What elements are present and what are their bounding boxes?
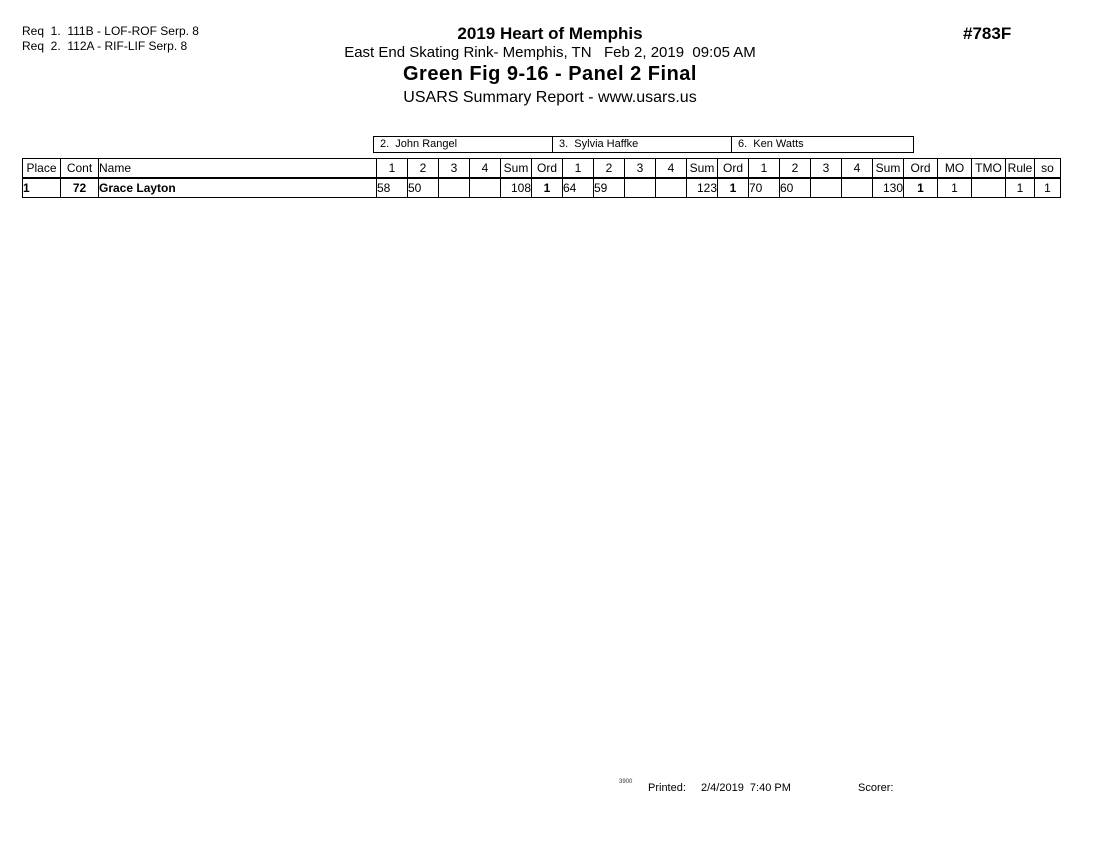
col-header-j1-3: 3 [439,159,470,178]
col-header-j3-4: 4 [842,159,873,178]
j3-score-3 [811,179,842,198]
col-header-j3-3: 3 [811,159,842,178]
judges-row [373,136,914,153]
col-header-j1-ord: Ord [532,159,563,178]
col-header-rule: Rule [1006,159,1035,178]
col-header-place: Place [23,159,61,178]
col-header-j1-1: 1 [377,159,408,178]
col-header-j1-sum: Sum [501,159,532,178]
col-header-j2-4: 4 [656,159,687,178]
j3-score-4 [842,179,873,198]
skater-name: Grace Layton [99,179,377,198]
col-header-j1-2: 2 [408,159,439,178]
j2-ordinal: 1 [718,179,749,198]
col-header-j2-1: 1 [563,159,594,178]
col-header-j3-2: 2 [780,159,811,178]
j1-ordinal: 1 [532,179,563,198]
j2-score-3 [625,179,656,198]
division-title: Green Fig 9-16 - Panel 2 Final [403,63,697,85]
report-type-line: USARS Summary Report - www.usars.us [403,89,697,106]
rule-value: 1 [1006,179,1035,198]
j2-score-2: 59 [594,179,625,198]
col-header-j1-4: 4 [470,159,501,178]
footer-code: 3900 [619,779,633,785]
judge-header-1: 2. John Rangel [373,136,553,153]
col-header-j3-ord: Ord [904,159,938,178]
printed-label: Printed: [648,782,686,794]
j3-score-2: 60 [780,179,811,198]
j1-score-4 [470,179,501,198]
venue-date-line: East End Skating Rink- Memphis, TN Feb 2, 2019 09:05 AM [344,44,756,61]
req-line-2: Req 2. 112A - RIF-LIF Serp. 8 [22,39,188,53]
results-header-row [22,158,1061,178]
j3-sum: 130 [873,179,904,198]
req-line-1: Req 1. 111B - LOF-ROF Serp. 8 [22,24,199,38]
col-header-j2-sum: Sum [687,159,718,178]
place-value: 1 [23,179,61,198]
col-header-mo: MO [938,159,972,178]
contestant-number: 72 [61,179,99,198]
judge-header-3: 6. Ken Watts [731,136,914,153]
sheet-number: #783F [963,24,1012,43]
j1-sum: 108 [501,179,532,198]
j1-score-1: 58 [377,179,408,198]
skater-result-row [23,179,1061,198]
col-header-tmo: TMO [972,159,1006,178]
j2-sum: 123 [687,179,718,198]
scorer-label: Scorer: [858,782,894,794]
report-header [0,24,1100,109]
j1-score-3 [439,179,470,198]
col-header-j3-1: 1 [749,159,780,178]
printed-datetime: 2/4/2019 7:40 PM [701,782,791,794]
j3-score-1: 70 [749,179,780,198]
j3-ordinal: 1 [904,179,938,198]
col-header-j2-3: 3 [625,159,656,178]
results-data-grid [22,178,1061,198]
j2-score-4 [656,179,687,198]
j2-score-1: 64 [563,179,594,198]
majority-ordinal: 1 [938,179,972,198]
col-header-j2-ord: Ord [718,159,749,178]
judge-header-2: 3. Sylvia Haffke [552,136,732,153]
sum-ordinals: 1 [1035,179,1061,198]
j1-score-2: 50 [408,179,439,198]
total-majority-ordinal [972,179,1006,198]
col-header-j3-sum: Sum [873,159,904,178]
col-header-j2-2: 2 [594,159,625,178]
competition-title: 2019 Heart of Memphis [457,24,643,43]
col-header-so: so [1035,159,1061,178]
header-row [23,159,1061,178]
col-header-name: Name [99,159,377,178]
col-header-cont: Cont [61,159,99,178]
